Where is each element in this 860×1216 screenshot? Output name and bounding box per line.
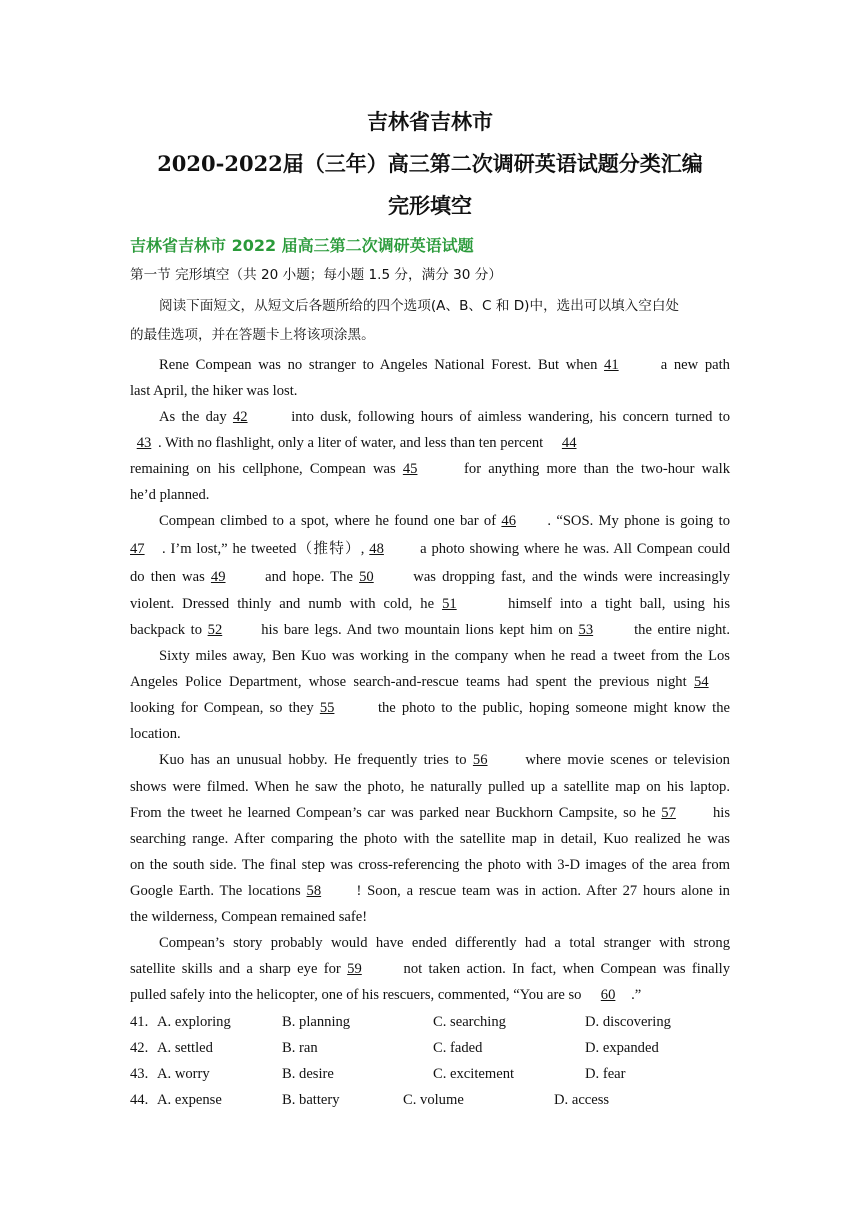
- blank-49: 49: [210, 569, 226, 585]
- option-d: D. expanded: [585, 1040, 659, 1056]
- blank-54: 54: [694, 674, 709, 690]
- blank-59: 59: [347, 961, 362, 977]
- text: do then was: [130, 569, 205, 585]
- passage-line: he’d planned.: [130, 487, 210, 503]
- passage-line: [130, 959, 730, 979]
- text: Angeles Police Department, whose search-and-rescue teams had spent the previous night: [130, 674, 687, 690]
- passage-line: last April, the hiker was lost.: [130, 383, 298, 399]
- text: .”: [631, 987, 642, 1003]
- passage-line: [130, 511, 730, 531]
- passage-line: shows were filmed. When he saw the photo, he naturally pulled up a satellite map on his laptop.: [130, 779, 730, 795]
- passage-line: [130, 594, 730, 614]
- option-b: B. desire: [282, 1066, 334, 1082]
- text: Compean climbed to a spot, where he found one bar of: [159, 513, 497, 529]
- passage-line: [130, 620, 730, 640]
- text: into dusk, following hours of aimless wandering, his concern turned to: [291, 409, 731, 425]
- passage-line: Sixty miles away, Ben Kuo was working in the company when he read a tweet from the Los: [159, 648, 730, 664]
- text: was dropping fast, and the winds were increasingly: [413, 569, 730, 585]
- passage-line: [130, 567, 730, 587]
- passage-line: the wilderness, Compean remained safe!: [130, 909, 368, 925]
- text: pulled safely into the helicopter, one of his rescuers, commented, “You are so: [130, 987, 582, 1003]
- instruction-line-2: 的最佳选项，并在答题卡上将该项涂黑。: [130, 327, 375, 343]
- option-d: D. fear: [585, 1066, 626, 1082]
- text: his bare legs. And two mountain lions kept him on: [261, 622, 573, 638]
- blank-43: 43: [136, 435, 152, 451]
- text: a photo showing where he was. All Compean could: [420, 541, 730, 557]
- title-topic: 完形填空: [388, 193, 472, 218]
- text: violent. Dressed thinly and numb with cold, he: [130, 596, 435, 612]
- blank-55: 55: [319, 700, 335, 716]
- option-c: C. faded: [433, 1040, 483, 1056]
- blank-56: 56: [472, 752, 488, 768]
- option-b: B. battery: [282, 1092, 340, 1108]
- text: As the day: [159, 409, 227, 425]
- text: his: [712, 805, 731, 821]
- text: the entire night.: [634, 622, 730, 638]
- passage-line: [130, 750, 730, 770]
- text: . I’m lost,” he tweeted（推特）,: [162, 541, 365, 557]
- section-subtitle: 第一节 完形填空（共 20 小题；每小题 1.5 分，满分 30 分）: [130, 267, 502, 283]
- text: From the tweet he learned Compean’s car was parked near Buckhorn Campsite, so he: [130, 805, 656, 821]
- option-c: C. searching: [433, 1014, 506, 1030]
- text: . “SOS. My phone is going to: [547, 513, 730, 529]
- blank-51: 51: [442, 596, 457, 612]
- blank-41: 41: [604, 357, 619, 373]
- question-number: 42.: [130, 1040, 149, 1056]
- passage-line: searching range. After comparing the photo with the satellite map in detail, Kuo realized he was: [130, 831, 730, 847]
- blank-48: 48: [369, 541, 384, 557]
- text: Google Earth. The locations: [130, 883, 301, 899]
- option-a: A. exploring: [157, 1014, 231, 1030]
- blank-52: 52: [207, 622, 223, 638]
- passage-line: [130, 355, 730, 375]
- blank-42: 42: [232, 409, 248, 425]
- text: not taken action. In fact, when Compean was finally: [403, 961, 730, 977]
- text: satellite skills and a sharp eye for: [130, 961, 341, 977]
- blank-60: 60: [600, 987, 616, 1003]
- section-title: 吉林省吉林市 2022 届高三第二次调研英语试题: [130, 236, 474, 255]
- option-d: D. access: [554, 1092, 610, 1108]
- text: the photo to the public, hoping someone might know the: [377, 700, 730, 716]
- passage-line: [130, 407, 730, 427]
- blank-53: 53: [578, 622, 594, 638]
- option-a: A. expense: [157, 1092, 222, 1108]
- text: a new path: [660, 357, 730, 373]
- passage-line: on the south side. The final step was cross-referencing the photo with 3-D images of the area from: [130, 857, 730, 873]
- text: ! Soon, a rescue team was in action. After 27 hours alone in: [356, 883, 730, 899]
- text: Rene Compean was no stranger to Angeles National Forest. But when: [159, 357, 598, 373]
- passage-line: [130, 985, 730, 1005]
- text: where movie scenes or television: [525, 752, 730, 768]
- passage-line: [130, 539, 730, 559]
- blank-44: 44: [561, 435, 577, 451]
- text: for anything more than the two-hour walk: [464, 461, 730, 477]
- title-collection: 2020-2022届（三年）高三第二次调研英语试题分类汇编: [157, 151, 703, 176]
- blank-47: 47: [130, 541, 145, 557]
- passage-line: [130, 698, 730, 718]
- option-c: C. volume: [403, 1092, 464, 1108]
- passage-line: location.: [130, 726, 181, 742]
- text: Kuo has an unusual hobby. He frequently tries to: [159, 752, 467, 768]
- text: remaining on his cellphone, Compean was: [130, 461, 396, 477]
- question-number: 43.: [130, 1066, 149, 1082]
- question-number: 44.: [130, 1092, 149, 1108]
- option-d: D. discovering: [585, 1014, 671, 1030]
- passage-line: [130, 803, 730, 823]
- question-number: 41.: [130, 1014, 149, 1030]
- instruction-line-1: 阅读下面短文，从短文后各题所给的四个选项(A、B、C 和 D)中，选出可以填入空白处: [159, 298, 680, 314]
- text: looking for Compean, so they: [130, 700, 314, 716]
- option-c: C. excitement: [433, 1066, 515, 1082]
- blank-45: 45: [402, 461, 418, 477]
- text: . With no flashlight, only a liter of water, and less than ten percent: [158, 435, 544, 451]
- option-a: A. worry: [157, 1066, 210, 1082]
- blank-58: 58: [306, 883, 322, 899]
- title-region: 吉林省吉林市: [367, 109, 493, 134]
- option-b: B. planning: [282, 1014, 351, 1030]
- option-a: A. settled: [157, 1040, 213, 1056]
- text: backpack to: [130, 622, 203, 638]
- blank-46: 46: [501, 513, 516, 529]
- blank-50: 50: [359, 569, 374, 585]
- passage-line: [130, 881, 730, 901]
- text: and hope. The: [265, 569, 353, 585]
- blank-57: 57: [661, 805, 676, 821]
- passage-line: Compean’s story probably would have ended differently had a total stranger with strong: [159, 935, 730, 951]
- passage-line: [130, 672, 730, 692]
- passage-line: [130, 433, 730, 453]
- text: himself into a tight ball, using his: [508, 596, 731, 612]
- option-b: B. ran: [282, 1040, 318, 1056]
- passage-line: [130, 459, 730, 479]
